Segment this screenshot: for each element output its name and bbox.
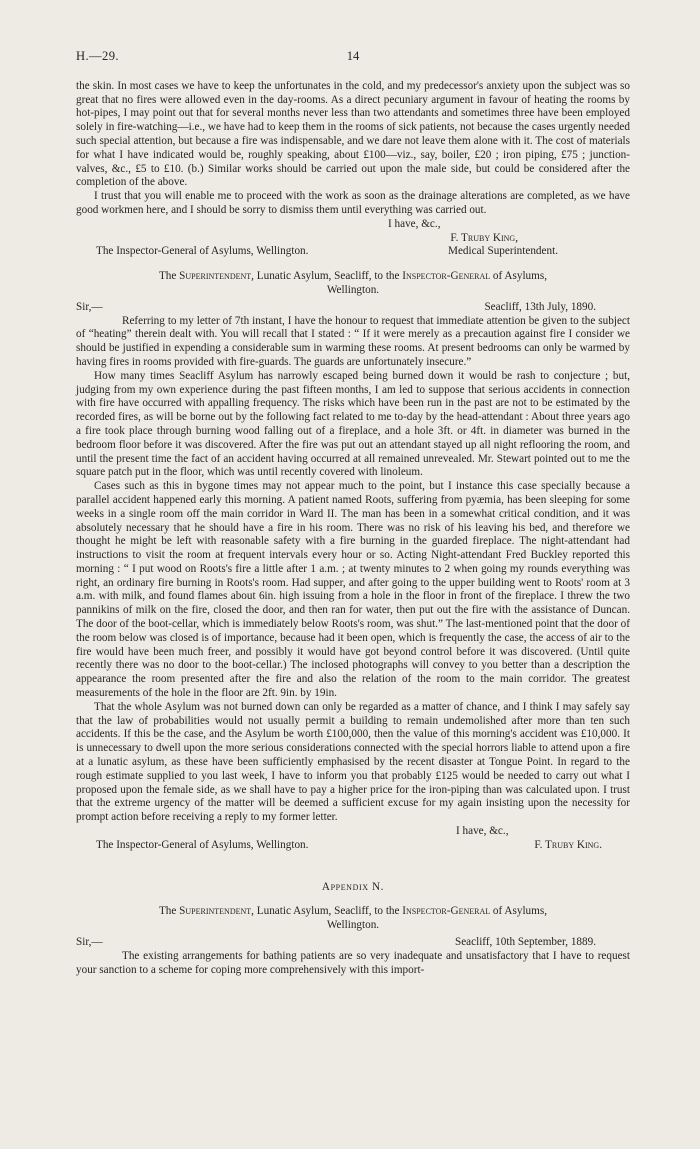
heading-sender: Superintendent	[179, 905, 252, 918]
letter-heading	[76, 905, 630, 933]
paragraph-3: Cases such as this in bygone times may not appear much to the point, but I instance this case specially because a parallel accident happened early this morning. A patient named Roots, suffering from pyæmia, has been sleeping for some weeks in a single room off the main corridor in Ward II. The man has been in a somewhat critical condition, and it was absolutely necessary that he should have a fire in his room. There was no risk of his leaving his bed, and therefore we thought he might be left with reasonable safety with a fire burning in the guarded fireplace. The night-attendant had instructions to visit the room at frequent intervals every hour or so. Acting Night-attendant Fred Buckley reported this morning : “ I put wood on Roots's fire a little after 1 a.m. ; at twenty minutes to 2 when going my rounds everything was right, an ordinary fire burning in Roots's room. Had supper, and after going to the upper building went to Roots' room at 3 a.m. with milk, and found flames about 6in. high issuing from a hole in the floor in front of the fireplace. I threw the two pannikins of milk on the fire, closed the door, and then ran for water, then put out the fire with the assistance of Duncan. The door of the boot-cellar, which is immediately below Roots's room, was shut.” The last-mentioned point that the door of the room below was closed is of importance, because had it been open, which is frequently the case, the access of air to the fire would have been much freer, and possibly it would have got beyond control before it was discovered. (Until quite recently there was no door to the boot-cellar.) The inclosed photographs will convey to you better than a description the appearance the room presented after the fire and also the relation of the room to the main corridor. The greatest measurements of the hole in the floor are 2ft. 9in. by 19in.	[76, 480, 630, 700]
appendix-n	[76, 881, 630, 978]
salutation-row	[76, 301, 630, 315]
paragraph-1: the skin. In most cases we have to keep the unfortunates in the cold, and my predecessor's anxiety upon the subject was so great that no fires were allowed even in the day-rooms. As a direct pecuniary argument in favour of heating the rooms by hot-pipes, I may point out that for several months never less than two attendants and sometimes three have been employed solely in fire-watching—i.e., we have had to keep them in the rooms of sick patients, not because the cases urgently needed such special attention, but because a fire was indispensable, and we dare not leave them alone with it. The cost of materials for what I have indicated would be, roughly speaking, about £100—viz., say, boiler, £20 ; iron piping, £75 ; junction-valves, &c., £5 to £10. (b.) Similar works should be carried out upon the male side, but could be considered after the completion of the above.	[76, 79, 630, 189]
signature-row	[76, 245, 630, 259]
heading-text: of Asylums,	[490, 270, 548, 283]
paragraph-1: Referring to my letter of 7th instant, I have the honour to request that immediate attention be given to the subject of “heating” therein dealt with. You will recall that I stated : “ If it were merely as a precaution against fire I consider we should be justified in expending a considerable sum in warming these rooms. At present bedrooms can only be warmed by having fires in rooms provided with fire-guards. The guards are unfortunately insecure.”	[76, 314, 630, 368]
letter-2	[76, 270, 630, 852]
letter-1	[76, 80, 630, 259]
heading-sender: Superintendent	[179, 270, 252, 283]
paragraph-4: That the whole Asylum was not burned down can only be regarded as a matter of chance, and I think I may safely say that the law of probabilities would not usually permit a building to remain undemolished after more than ten such accidents. If this be the case, and the Asylum be worth £100,000, then the value of this morning's accident was £10,000. It is unnecessary to dwell upon the more serious considerations connected with the special horrors liable to attend upon a fire at a lunatic asylum, as these have been sufficiently emphasised by the recent disaster at Tongue Point. In regard to the rough estimate supplied to you last week, I have to inform you that probably £125 would be needed to carry out what I proposed upon the female side, as we shall have to pay a higher price for the iron-piping than was calculated upon. I trust that the extreme urgency of the matter will be deemed a sufficient excuse for my again insisting upon the necessity for prompt action before receiving a reply to my former letter.	[76, 700, 630, 824]
heading-text: of Asylums,	[490, 905, 548, 918]
heading-place: Wellington.	[326, 283, 380, 296]
document-reference: H.—29.	[76, 49, 119, 63]
signature-name: F. Truby King,	[450, 231, 518, 244]
dateline: Seacliff, 13th July, 1890.	[484, 300, 596, 313]
signature-title: Medical Superintendent.	[448, 245, 558, 258]
heading-place: Wellington.	[326, 919, 380, 932]
heading-text: , Lunatic Asylum, Seacliff, to the	[251, 270, 403, 283]
heading-text: The	[158, 270, 180, 283]
valediction: I have, &c.,	[388, 217, 441, 230]
appendix-title: Appendix N.	[321, 880, 385, 893]
salutation-row	[76, 936, 630, 950]
addressee: The Inspector-General of Asylums, Wellington.	[96, 838, 309, 851]
heading-text: The	[158, 905, 180, 918]
paragraph-2: I trust that you will enable me to proceed with the work as soon as the drainage alterations are completed, as we have good workmen here, and I should be sorry to dismiss them until everything was carried out.	[76, 190, 630, 216]
dateline: Seacliff, 10th September, 1889.	[454, 936, 596, 949]
heading-text: , Lunatic Asylum, Seacliff, to the	[251, 905, 403, 918]
salutation: Sir,—	[76, 300, 103, 313]
heading-recipient: Inspector-General	[402, 270, 491, 283]
page-number: 14	[346, 49, 360, 63]
valediction: I have, &c.,	[456, 825, 509, 838]
heading-recipient: Inspector-General	[402, 905, 491, 918]
signature-row	[76, 839, 630, 853]
letter-heading	[76, 270, 630, 298]
page-header	[76, 50, 630, 64]
signature-name: F. Truby King.	[534, 838, 602, 851]
salutation: Sir,—	[76, 936, 103, 949]
paragraph-1: The existing arrangements for bathing patients are so very inadequate and unsatisfactory that I have to request your sanction to a scheme for coping more comprehensively with this import-	[76, 949, 630, 976]
paragraph-2: How many times Seacliff Asylum has narrowly escaped being burned down it would be rash to conjecture ; but, judging from my own experience during the past fifteen months, I am led to suppose that serious accidents in connection with fire have occurred with appalling frequency. The risks which have been run in the past are not to be estimated by the recorded fires, as will be borne out by the following fact related to me to-day by the head-attendant : About three years ago a fire took place through burning wood falling out of a fireplace, and a hole 3ft. or 4ft. in diameter was burned in the bedroom floor before it was discovered. After the fire was put out an attendant stayed up all night reflooring the room, and until the present time the fact of an accident having occurred at all remained unrevealed. Mr. Stewart pointed out to me the square patch put in the floor, which was until recently covered with linoleum.	[76, 369, 630, 479]
addressee: The Inspector-General of Asylums, Wellington.	[96, 245, 309, 258]
signature-line	[76, 232, 630, 246]
